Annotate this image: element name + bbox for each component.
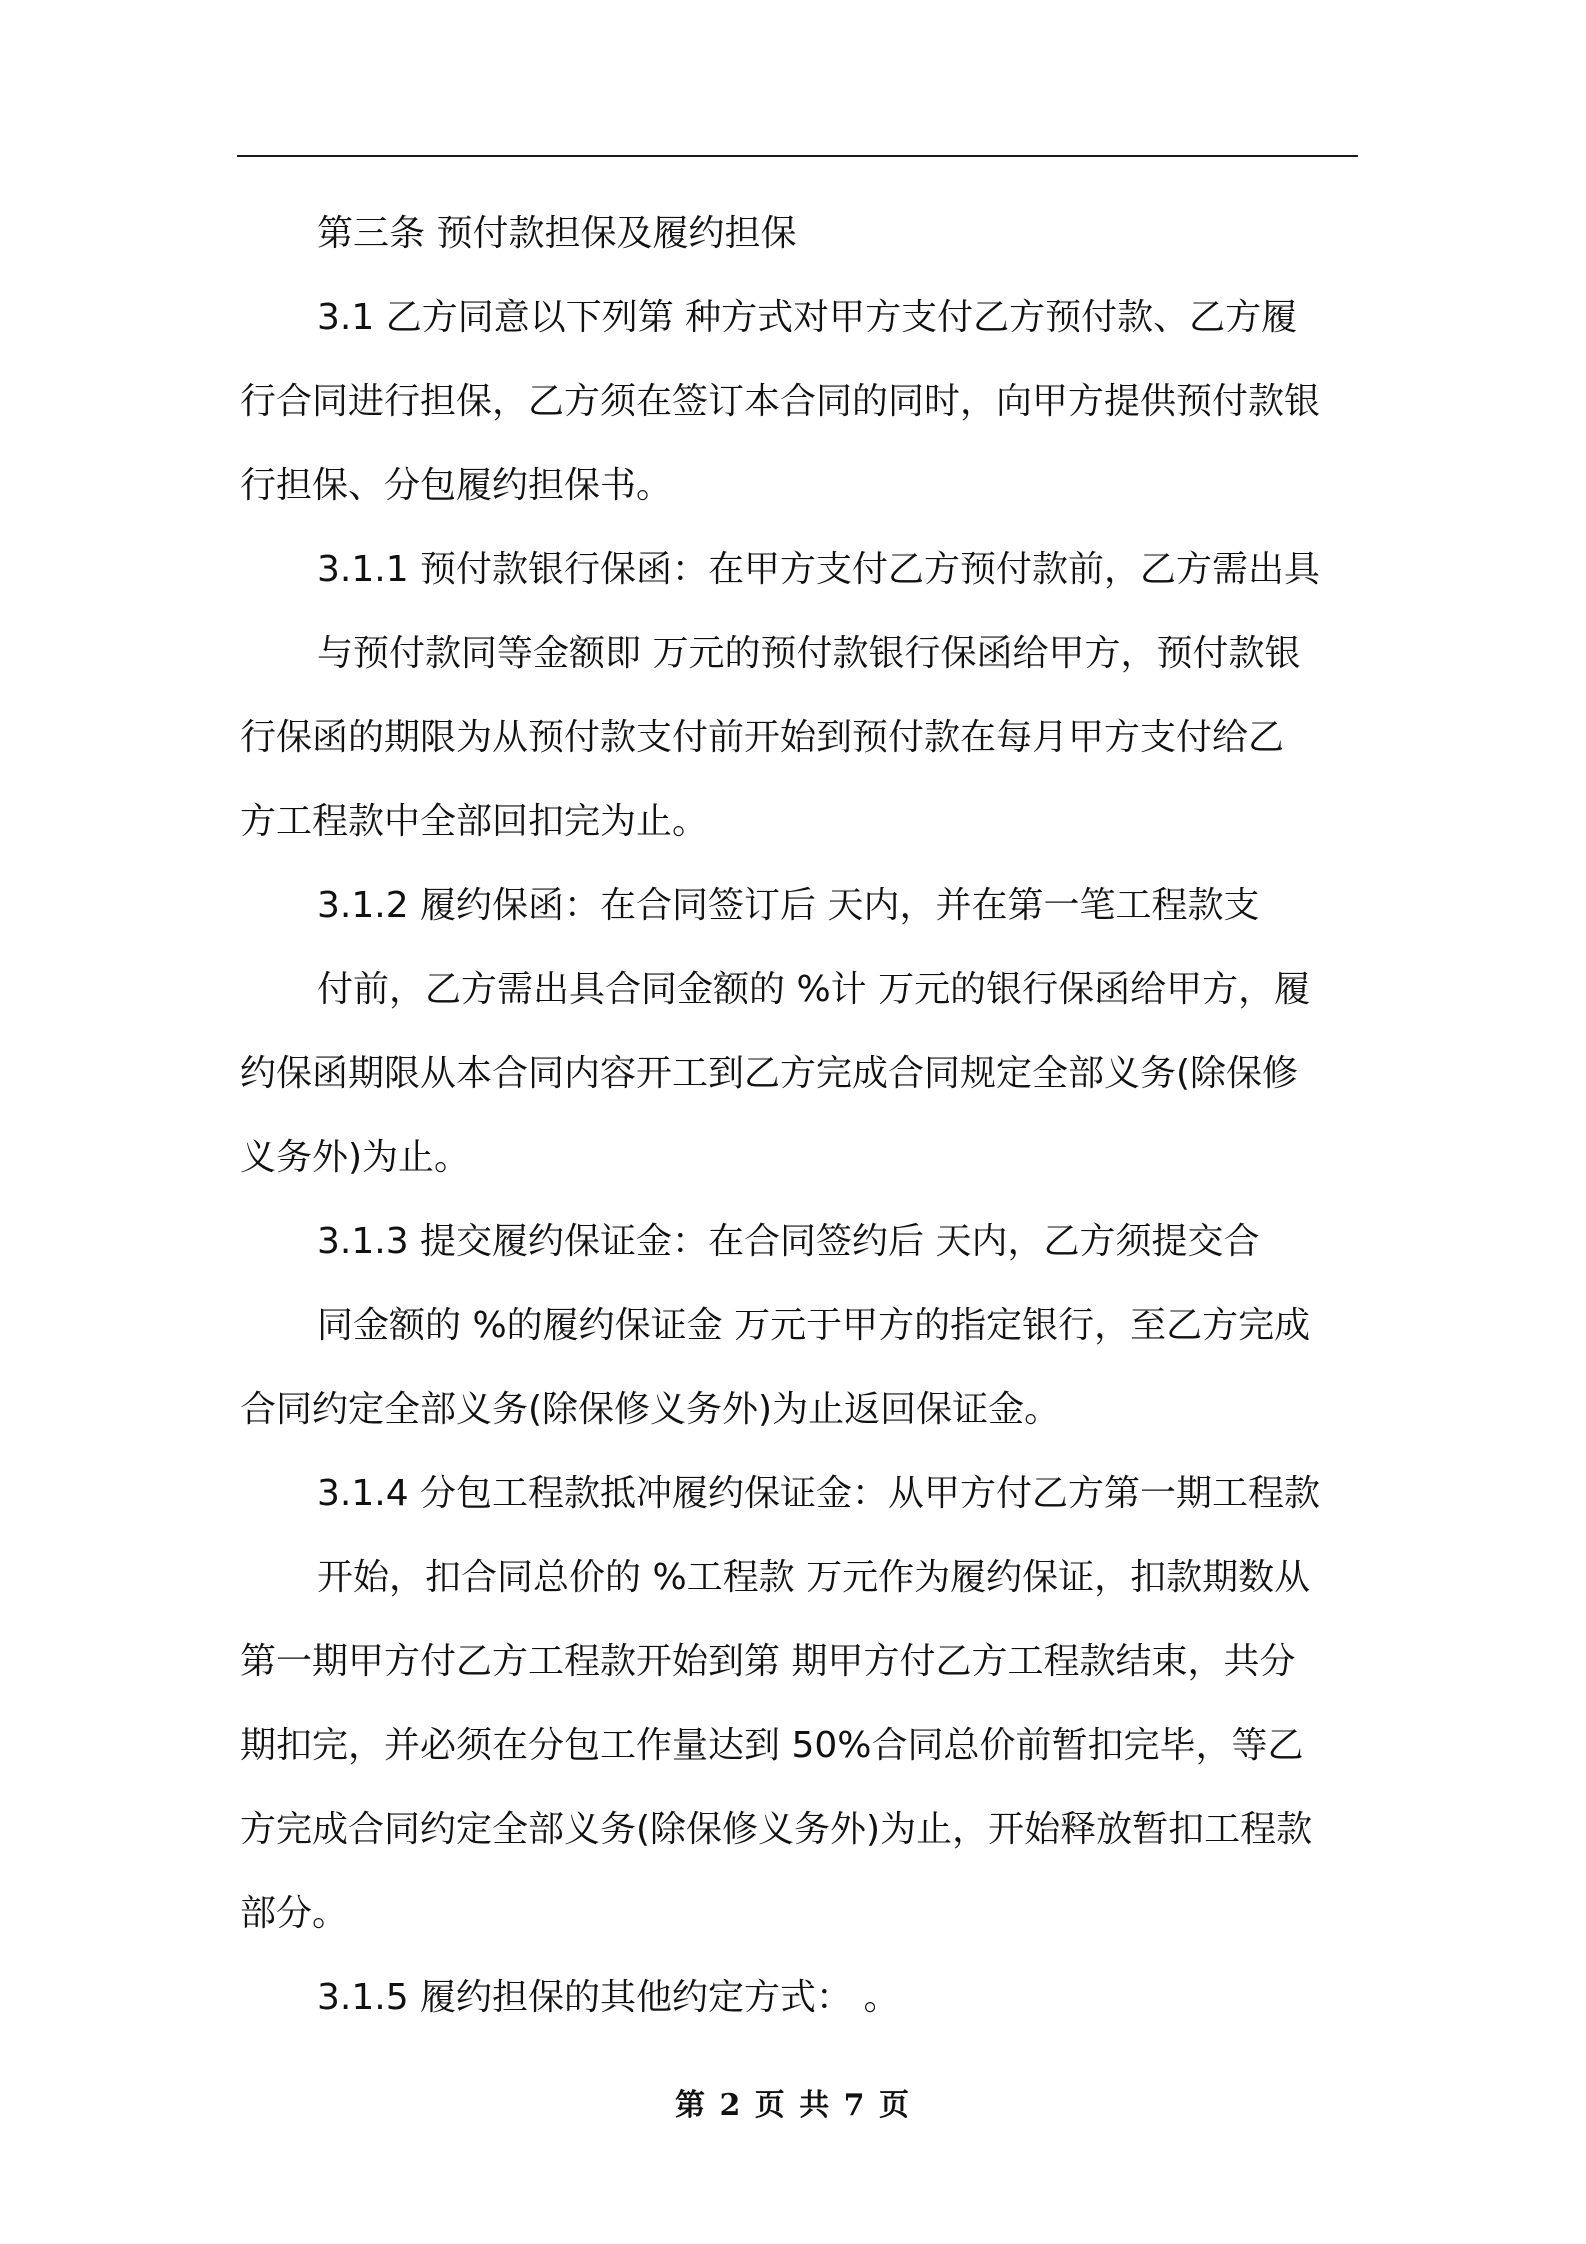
paragraph-line: 合同约定全部义务(除保修义务外)为止返回保证金。 bbox=[240, 1389, 1061, 1430]
document-body bbox=[240, 192, 1358, 2040]
paragraph-line: 期扣完，并必须在分包工作量达到 50%合同总价前暂扣完毕，等乙 bbox=[240, 1725, 1304, 1766]
paragraph-line: 同金额的 %的履约保证金 万元于甲方的指定银行，至乙方完成 bbox=[317, 1305, 1311, 1346]
section-heading: 第三条 预付款担保及履约担保 bbox=[317, 213, 797, 254]
paragraph-line: 行担保、分包履约担保书。 bbox=[240, 465, 673, 506]
paragraph-line: 3.1.4 分包工程款抵冲履约保证金：从甲方付乙方第一期工程款 bbox=[317, 1473, 1321, 1514]
paragraph-line: 3.1.5 履约担保的其他约定方式： 。 bbox=[317, 1977, 900, 2018]
header-rule bbox=[237, 155, 1358, 157]
paragraph-line: 3.1 乙方同意以下列第 种方式对甲方支付乙方预付款、乙方履 bbox=[317, 297, 1298, 338]
paragraph-line: 第一期甲方付乙方工程款开始到第 期甲方付乙方工程款结束，共分 bbox=[240, 1641, 1296, 1682]
paragraph-line: 行合同进行担保，乙方须在签订本合同的同时，向甲方提供预付款银 bbox=[240, 381, 1321, 422]
paragraph-line: 行保函的期限为从预付款支付前开始到预付款在每月甲方支付给乙 bbox=[240, 717, 1285, 758]
paragraph-line: 3.1.2 履约保函：在合同签订后 天内，并在第一笔工程款支 bbox=[317, 885, 1260, 926]
paragraph-line: 方工程款中全部回扣完为止。 bbox=[240, 801, 709, 842]
paragraph-line: 3.1.3 提交履约保证金：在合同签约后 天内，乙方须提交合 bbox=[317, 1221, 1260, 1262]
paragraph-line: 与预付款同等金额即 万元的预付款银行保函给甲方，预付款银 bbox=[317, 633, 1301, 674]
paragraph-line: 部分。 bbox=[240, 1893, 349, 1934]
paragraph-line: 方完成合同约定全部义务(除保修义务外)为止，开始释放暂扣工程款 bbox=[240, 1809, 1313, 1850]
paragraph-line: 义务外)为止。 bbox=[240, 1137, 471, 1178]
paragraph-line: 开始，扣合同总价的 %工程款 万元作为履约保证，扣款期数从 bbox=[317, 1557, 1311, 1598]
paragraph-line: 付前，乙方需出具合同金额的 %计 万元的银行保函给甲方，履 bbox=[317, 969, 1311, 1010]
page-number: 第 2 页 共 7 页 bbox=[675, 2088, 911, 2123]
paragraph-line: 约保函期限从本合同内容开工到乙方完成合同规定全部义务(除保修 bbox=[240, 1053, 1299, 1094]
paragraph-line: 3.1.1 预付款银行保函：在甲方支付乙方预付款前，乙方需出具 bbox=[317, 549, 1321, 590]
